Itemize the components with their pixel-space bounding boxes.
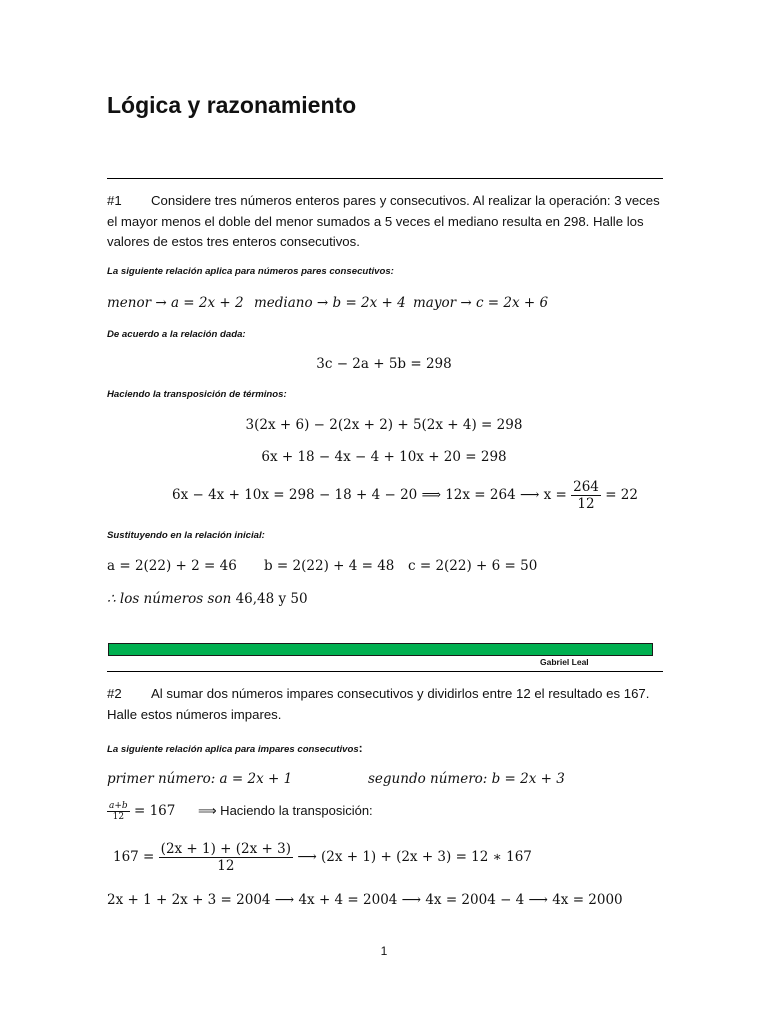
note-impares-consecutivos [107,741,363,755]
conclusion-values: 46,48 y 50 [235,591,308,607]
relation-mayor: mayor → c = 2x + 6 [413,295,549,311]
problem-1-text: Considere tres números enteros pares y consecutivos. Al realizar la operación: 3 veces el mayor menos el doble del menor sumados a 5 veces el mediano resulta en 298. Halle los valores de estos tres enteros consecutivos. [107,193,660,249]
equation-4-left: 6x − 4x + 10x = 298 − 18 + 4 − 20 ⟹ 12x = 264 ⟶ x = [172,487,567,503]
subs-a: a = 2(22) + 2 = 46 [107,558,237,574]
note-relacion-dada: De acuerdo a la relación dada: [107,329,246,340]
conclusion [107,591,308,607]
transposition-text: ⟹ Haciendo la transposición: [197,803,373,818]
note-sustituyendo: Sustituyendo en la relación inicial: [107,530,265,541]
author-name: Gabriel Leal [540,657,589,667]
note-impares-text: La siguiente relación aplica para impares consecutivos [107,744,359,755]
problem-2-text: Al sumar dos números impares consecutivos y dividirlos entre 12 el resultado es 167. Halle estos números impares. [107,686,650,722]
equation-p2-left: 167 = [113,849,155,865]
note-impares-colon: : [358,741,363,755]
equation-p2-main [113,841,532,874]
subs-c: c = 2(22) + 6 = 50 [408,558,538,574]
conclusion-text: ∴ los números son [107,591,232,607]
equation-4-fraction [571,479,601,512]
small-fraction-denominator: 12 [112,812,125,822]
problem-1-statement [107,191,663,253]
equation-4-denominator: 12 [577,496,595,512]
relation-mediano: mediano → b = 2x + 4 [254,295,406,311]
equation-3: 6x + 18 − 4x − 4 + 10x + 20 = 298 [261,449,507,465]
problem-2-statement [107,684,663,725]
equation-p2-denominator: 12 [217,858,235,874]
note-transposicion: Haciendo la transposición de términos: [107,389,287,400]
fraction-equation [107,801,373,822]
equation-4-numerator: 264 [573,479,599,495]
equation-p2-right: ⟶ (2x + 1) + (2x + 3) = 12 ∗ 167 [297,849,532,865]
equation-p2-fraction [159,841,293,874]
page-title: Lógica y razonamiento [107,92,357,118]
equation-p2-last: 2x + 1 + 2x + 3 = 2004 ⟶ 4x + 4 = 2004 ⟶ 4x = 2004 − 4 ⟶ 4x = 2000 [107,892,623,908]
small-fraction [107,801,130,822]
green-separator-bar [108,643,653,656]
equation-4-right: = 22 [605,487,638,503]
equation-1: 3c − 2a + 5b = 298 [316,356,452,372]
fraction-equals: = 167 [133,803,176,819]
equation-4 [172,479,638,512]
divider-top [107,178,663,179]
equation-2: 3(2x + 6) − 2(2x + 2) + 5(2x + 4) = 298 [245,417,523,433]
relation-primer: primer número: a = 2x + 1 [107,771,293,787]
problem-2-number: #2 [107,686,122,701]
divider-middle [107,671,663,672]
equation-p2-numerator: (2x + 1) + (2x + 3) [160,841,292,857]
small-fraction-numerator: a+b [109,801,128,811]
note-pares-consecutivos: La siguiente relación aplica para números pares consecutivos: [107,266,394,277]
relation-menor: menor → a = 2x + 2 [107,295,244,311]
page-number: 1 [380,944,388,958]
problem-1-number: #1 [107,193,122,208]
subs-b: b = 2(22) + 4 = 48 [264,558,395,574]
relation-segundo: segundo número: b = 2x + 3 [368,771,565,787]
